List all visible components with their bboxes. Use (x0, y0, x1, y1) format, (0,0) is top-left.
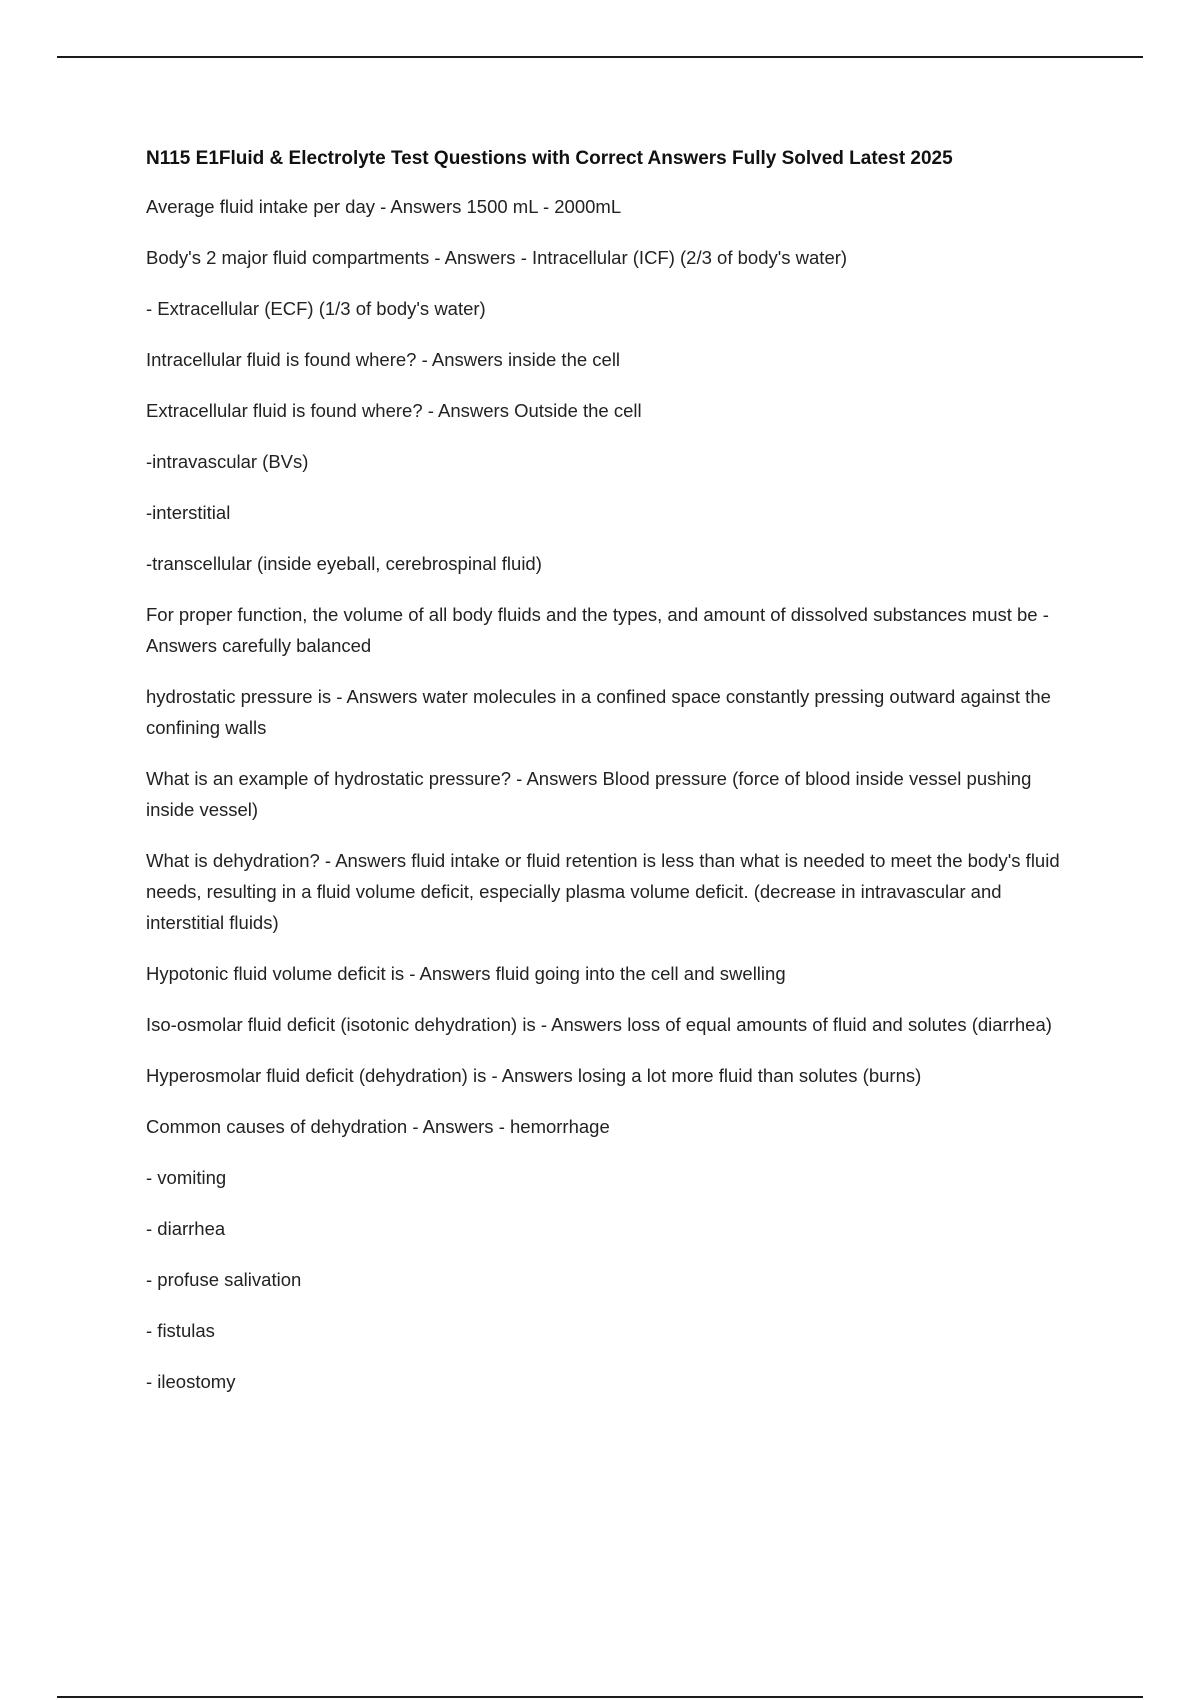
paragraph-hypotonic-deficit: Hypotonic fluid volume deficit is - Answers fluid going into the cell and swelling (146, 963, 786, 984)
list-item-profuse-salivation: - profuse salivation (146, 1269, 302, 1290)
paragraph-extracellular: - Extracellular (ECF) (1/3 of body's water) (146, 298, 486, 319)
list-item-vomiting: - vomiting (146, 1167, 227, 1188)
paragraph-dehydration: What is dehydration? - Answers fluid intake or fluid retention is less than what is needed to meet the body's fluid needs, resulting in a fluid volume deficit, especially plasma volume deficit. (decrease in intravascular and interstitial fluids) (146, 850, 1060, 933)
top-rule (57, 56, 1143, 58)
paragraph-intracellular-location: Intracellular fluid is found where? - Answers inside the cell (146, 349, 621, 370)
list-item-diarrhea: - diarrhea (146, 1218, 226, 1239)
paragraph-extracellular-location: Extracellular fluid is found where? - Answers Outside the cell (146, 400, 642, 421)
list-item-ileostomy: - ileostomy (146, 1371, 236, 1392)
document-title: N115 E1Fluid & Electrolyte Test Questions with Correct Answers Fully Solved Latest 2025 (146, 148, 953, 169)
paragraph-transcellular: -transcellular (inside eyeball, cerebrospinal fluid) (146, 553, 542, 574)
list-item-fistulas: - fistulas (146, 1320, 215, 1341)
paragraph-fluid-intake: Average fluid intake per day - Answers 1500 mL - 2000mL (146, 196, 622, 217)
paragraph-fluid-compartments: Body's 2 major fluid compartments - Answers - Intracellular (ICF) (2/3 of body's water) (146, 247, 848, 268)
paragraph-iso-osmolar-deficit: Iso-osmolar fluid deficit (isotonic dehydration) is - Answers loss of equal amounts of fluid and solutes (diarrhea) (146, 1014, 1052, 1035)
paragraph-intravascular: -intravascular (BVs) (146, 451, 309, 472)
paragraph-hydrostatic-pressure: hydrostatic pressure is - Answers water molecules in a confined space constantly pressing outward against the confining walls (146, 686, 1051, 738)
paragraph-interstitial: -interstitial (146, 502, 231, 523)
paragraph-proper-function: For proper function, the volume of all body fluids and the types, and amount of dissolved substances must be - Answers carefully balanced (146, 604, 1049, 656)
bottom-rule (57, 1696, 1143, 1698)
paragraph-causes-of-dehydration: Common causes of dehydration - Answers - hemorrhage (146, 1116, 610, 1137)
paragraph-hydrostatic-example: What is an example of hydrostatic pressure? - Answers Blood pressure (force of blood inside vessel pushing inside vessel) (146, 768, 1032, 820)
document-body (146, 144, 1066, 1417)
paragraph-hyperosmolar-deficit: Hyperosmolar fluid deficit (dehydration) is - Answers losing a lot more fluid than solutes (burns) (146, 1065, 922, 1086)
